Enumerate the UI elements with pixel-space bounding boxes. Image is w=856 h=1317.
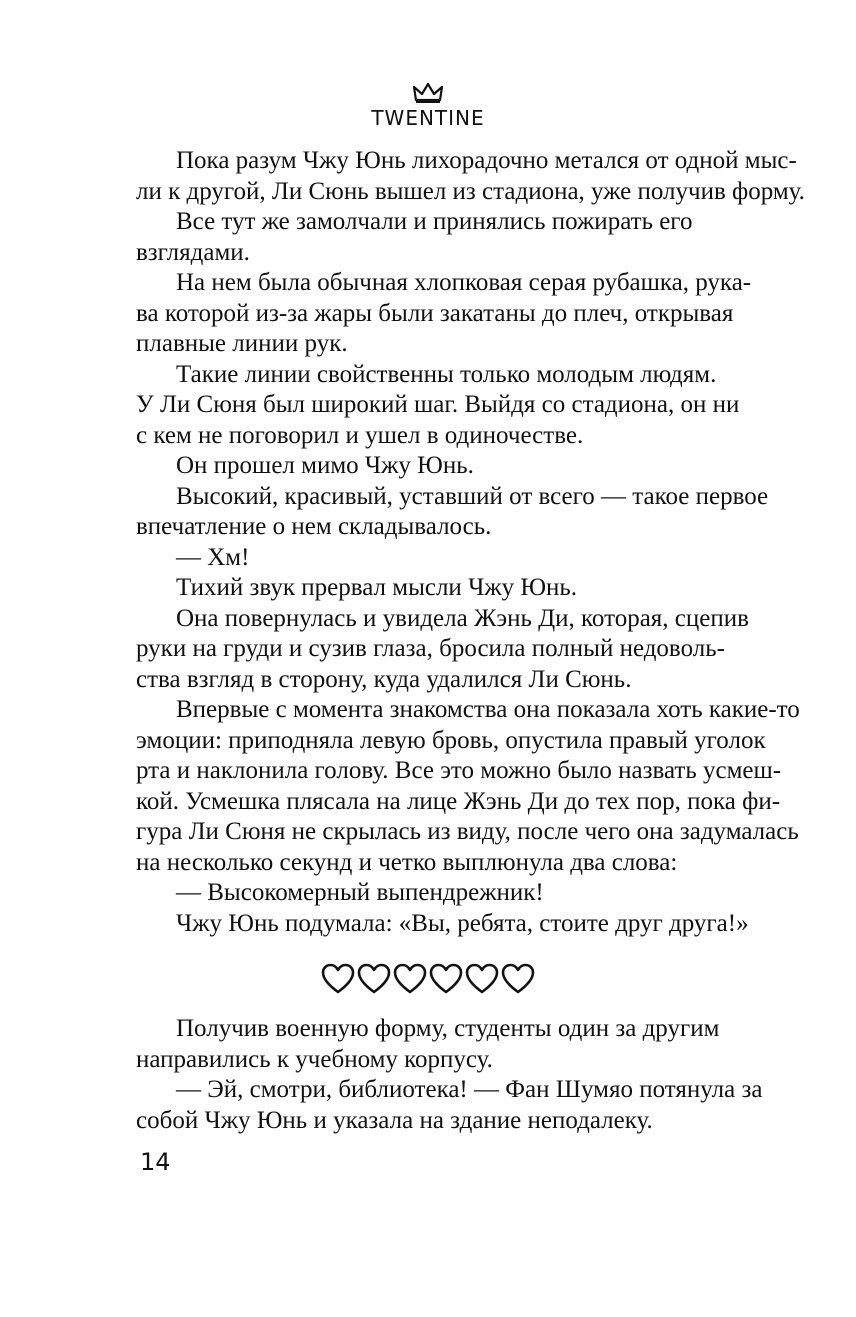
paragraph-line: на несколько секунд и четко выплюнула два слова: xyxy=(136,848,678,876)
paragraph-first-line: — Эй, смотри, библиотека! — Фан Шумяо потянула за xyxy=(176,1076,763,1103)
paragraph xyxy=(136,360,774,452)
paragraph-line: У Ли Сюня был широкий шаг. Выйдя со стадиона, он ни xyxy=(136,391,740,418)
paragraph-first-line: — Хм! xyxy=(176,543,250,571)
paragraph-line: эмоции: приподняла левую бровь, опустила правый уголок xyxy=(136,726,766,754)
heart-icon xyxy=(357,963,391,995)
heart-icon xyxy=(429,963,463,995)
paragraph xyxy=(136,207,774,268)
heart-icon xyxy=(321,963,355,995)
paragraph xyxy=(176,909,774,940)
paragraph-line: гура Ли Сюня не скрылась из виду, после чего она задумалась xyxy=(136,818,799,845)
paragraph-line: кой. Усмешка плясала на лице Жэнь Ди до тех пор, пока фи- xyxy=(136,787,781,815)
text-block-2 xyxy=(136,1014,774,1136)
page-number: 14 xyxy=(140,1148,171,1176)
paragraph-line: ства взгляд в сторону, куда удалился Ли Сюнь. xyxy=(136,665,632,693)
paragraph-first-line: Она повернулась и увидела Жэнь Ди, которая, сцепив xyxy=(176,604,749,632)
paragraph-first-line: Пока разум Чжу Юнь лихорадочно метался от одной мыс- xyxy=(176,147,797,174)
paragraph xyxy=(176,878,774,909)
heart-icon xyxy=(465,963,499,995)
paragraph-line: направились к учебному корпусу. xyxy=(136,1045,493,1073)
paragraph xyxy=(176,573,774,604)
paragraph xyxy=(136,482,774,543)
heart-icon xyxy=(501,963,535,995)
paragraph xyxy=(136,604,774,696)
paragraph-first-line: Он прошел мимо Чжу Юнь. xyxy=(176,452,474,479)
paragraph-line: собой Чжу Юнь и указала на здание неподалеку. xyxy=(136,1106,653,1134)
brand-logo-text: TWENTINE xyxy=(371,106,485,130)
paragraph-line: взглядами. xyxy=(136,238,250,266)
paragraph xyxy=(136,1075,774,1136)
paragraph-line: впечатление о нем складывалось. xyxy=(136,513,492,540)
paragraph xyxy=(176,543,774,574)
paragraph xyxy=(136,268,774,360)
paragraph-first-line: Тихий звук прервал мысли Чжу Юнь. xyxy=(176,574,578,601)
paragraph-line: с кем не поговорил и ушел в одиночестве. xyxy=(136,421,584,449)
paragraph-line: рта и наклонила голову. Все это можно было назвать усмеш- xyxy=(136,757,782,784)
heart-icon xyxy=(393,963,427,995)
paragraph-first-line: Высокий, красивый, уставший от всего — такое первое xyxy=(176,482,769,510)
paragraph xyxy=(176,451,774,482)
paragraph-line: плавные линии рук. xyxy=(136,330,348,357)
paragraph xyxy=(136,695,800,878)
paragraph-line: руки на груди и сузив глаза, бросила полный недоволь- xyxy=(136,635,725,662)
paragraph-line: ва которой из-за жары были закатаны до плеч, открывая xyxy=(136,299,734,327)
paragraph xyxy=(136,146,805,207)
running-header xyxy=(0,82,856,130)
crown-icon xyxy=(412,82,444,104)
paragraph-first-line: — Высокомерный выпендрежник! xyxy=(176,879,544,906)
paragraph-first-line: Чжу Юнь подумала: «Вы, ребята, стоите друг друга!» xyxy=(176,909,749,937)
section-separator xyxy=(0,963,856,1007)
paragraph xyxy=(136,1014,774,1075)
paragraph-first-line: Впервые с момента знакомства она показала хоть какие-то xyxy=(176,696,800,723)
paragraph-first-line: Все тут же замолчали и принялись пожирать его xyxy=(176,208,693,235)
paragraph-first-line: На нем была обычная хлопковая серая рубашка, рука- xyxy=(176,269,752,296)
paragraph-first-line: Получив военную форму, студенты один за другим xyxy=(176,1015,720,1042)
paragraph-line: ли к другой, Ли Сюнь вышел из стадиона, уже получив форму. xyxy=(136,177,805,205)
text-block-1 xyxy=(136,146,805,939)
paragraph-first-line: Такие линии свойственны только молодым людям. xyxy=(176,360,717,388)
